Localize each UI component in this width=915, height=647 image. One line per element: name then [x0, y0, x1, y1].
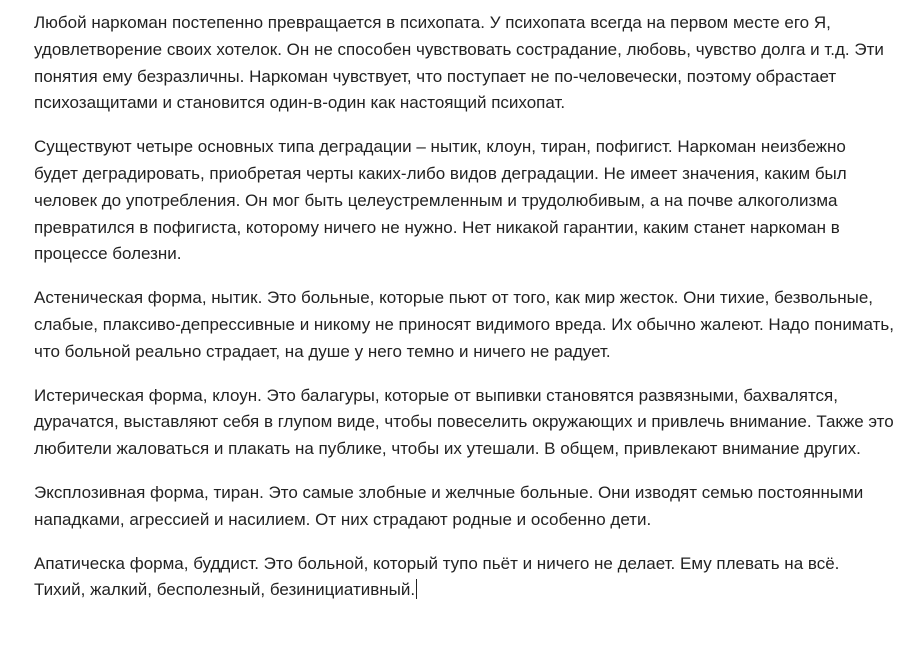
document-body[interactable] [34, 10, 894, 604]
paragraph-hysterical-form: Истерическая форма, клоун. Это балагуры, которые от выпивки становятся развязными, бахвалятся, дурачатся, выставляют себя в глупом виде, чтобы повеселить окружающих и привлечь внимание. Также это любители жаловаться и плакать на публике, чтобы их утешали. В общем, привлекают внимание других. [34, 385, 894, 459]
text-cursor [416, 579, 417, 599]
paragraph-explosive-form: Эксплозивная форма, тиран. Это самые злобные и желчные больные. Они изводят семью постоянными нападками, агрессией и насилием. От них страдают родные и особенно дети. [34, 482, 864, 529]
paragraph-psychopath: Любой наркоман постепенно превращается в психопата. У психопата всегда на первом месте его Я, удовлетворение своих хотелок. Он не способен чувствовать сострадание, любовь, чувство долга и т.д. Эти понятия ему безразличны. Наркоман чувствует, что поступает не по-человечески, поэтому обрастает психозащитами и становится один-в-один как настоящий психопат. [34, 13, 884, 113]
paragraph-asthenic-form: Астеническая форма, нытик. Это больные, которые пьют от того, как мир жесток. Они тихие, безвольные, слабые, плаксиво-депрессивные и никому не приносят видимого вреда. Их обычно жалеют. Надо понимать, что больной реально страдает, на душе у него темно и ничего не радует. [34, 288, 894, 361]
paragraph-degradation-types: Существуют четыре основных типа деградации – нытик, клоун, тиран, пофигист. Наркоман неизбежно будет деградировать, приобретая черты каких-либо видов деградации. Не имеет значения, каким был человек до употребления. Он мог быть целеустремленным и трудолюбивым, а на почве алкоголизма превратился в пофигиста, которому ничего не нужно. Нет никакой гарантии, каким станет наркоман в процессе болезни. [34, 137, 847, 264]
paragraph-apathetic-form [34, 551, 894, 605]
paragraph-apathetic-text: Апатическа форма, буддист. Это больной, который тупо пьёт и ничего не делает. Ему плевать на всё. Тихий, жалкий, бесполезный, безинициативный. [34, 553, 840, 600]
